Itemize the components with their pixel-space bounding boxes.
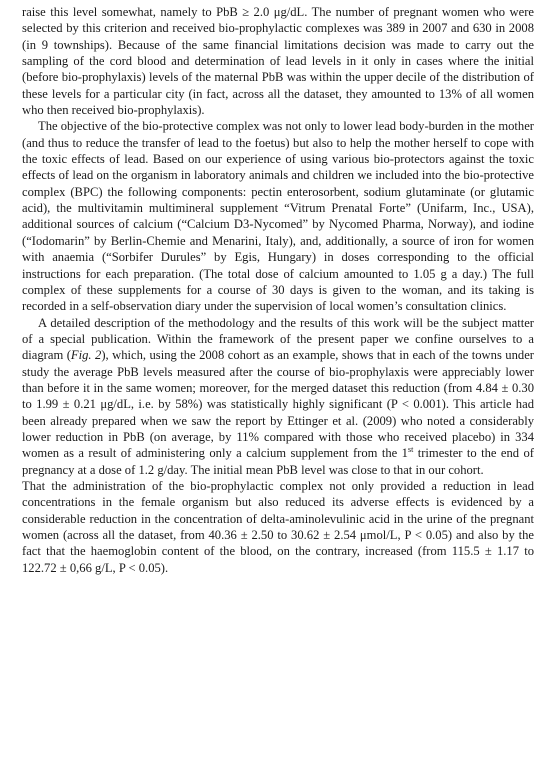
paragraph-1: [22, 4, 534, 118]
paragraph-3-text-c: trimester to the end of pregnancy at a dose of 1.2 g/day. The initial mean PbB level was close to that in our cohort.: [22, 446, 534, 477]
paragraph-4: [22, 478, 534, 576]
paragraph-3-text-a: A detailed description of the methodology and the results of this work will be the subject matter of a special publication. Within the framework of the present paper we confine ourselves to a diagram (: [22, 315, 534, 363]
paragraph-3: [22, 315, 534, 478]
document-page: [22, 4, 534, 576]
paragraph-2-text: The objective of the bio-protective complex was not only to lower lead body-burden in the mother (and thus to reduce the transfer of lead to the foetus) but also to help the mother herself to cope with the toxic effects of lead. Based on our experience of using various bio-protectors against the toxic effects of lead on the organism in laboratory animals and children we included into the bio-protective complex (BPC) the following components: pectin enterosorbent, sodium glutaminate (or glutamic acid), the multivitamin multimineral supplement “Vitrum Prenatal Forte” (Unifarm, Inc., USA), additional sources of calcium (“Calcium D3-Nycomed” by Nycomed Pharma, Norway), and iodine (“Iodomarin” by Berlin-Chemie and Menarini, Italy), and, additionally, a source of iron for women with anaemia (“Sorbifer Durules” by Egis, Hungary) in doses corresponding to the official instructions for each preparation. (The total dose of calcium amounted to 1.05 g a day.) The full complex of these supplements for a course of 30 days is given to the woman, and its taking is recorded in a self-observation diary under the supervision of local women’s consultation clinics.: [22, 119, 534, 314]
ordinal-superscript: st: [407, 445, 414, 455]
paragraph-1-text: raise this level somewhat, namely to PbB ≥ 2.0 μg/dL. The number of pregnant women who were selected by this criterion and received bio-prophylactic complexes was 389 in 2007 and 630 in 2008 (in 9 townships). Because of the same financial limitations decision was made to carry out the sampling of the cord blood and determination of lead levels in it only in cases where the initial (before bio-prophylaxis) levels of the maternal PbB was within the upper decile of the distribution of these levels for a particular city (in fact, across all the dataset, they amounted to 13% of all women who then received bio-prophylaxis).: [22, 5, 534, 118]
paragraph-4-text: That the administration of the bio-prophylactic complex not only provided a reduction in lead concentrations in the female organism but also reduced its adverse effects is evidenced by a considerable reduction in the concentration of delta-aminolevulinic acid in the urine of the pregnant women (across all the dataset, from 40.36 ± 2.50 to 30.62 ± 2.54 μmol/L, P < 0.05) and also by the fact that the haemoglobin content of the blood, on the contrary, increased (from 115.5 ± 1.17 to 122.72 ± 0,66 g/L, P < 0.05).: [22, 478, 534, 575]
figure-reference: Fig. 2: [70, 348, 102, 363]
paragraph-2: [22, 118, 534, 314]
paragraph-3-text-b: ), which, using the 2008 cohort as an example, shows that in each of the towns under study the average PbB levels measured after the course of bio-prophylaxis were appreciably lower than before it in the same women; moreover, for the merged dataset this reduction (from 4.84 ± 0.30 to 1.99 ± 0.21 μg/dL, i.e. by 58%) was statistically highly significant (P < 0.001). This article had been already prepared when we saw the report by Ettinger et al. (2009) who noted a considerably lower reduction in PbB (on average, by 11% compared with those who received placebo) in 334 women as a result of administering only a calcium supplement from the 1: [22, 348, 534, 461]
